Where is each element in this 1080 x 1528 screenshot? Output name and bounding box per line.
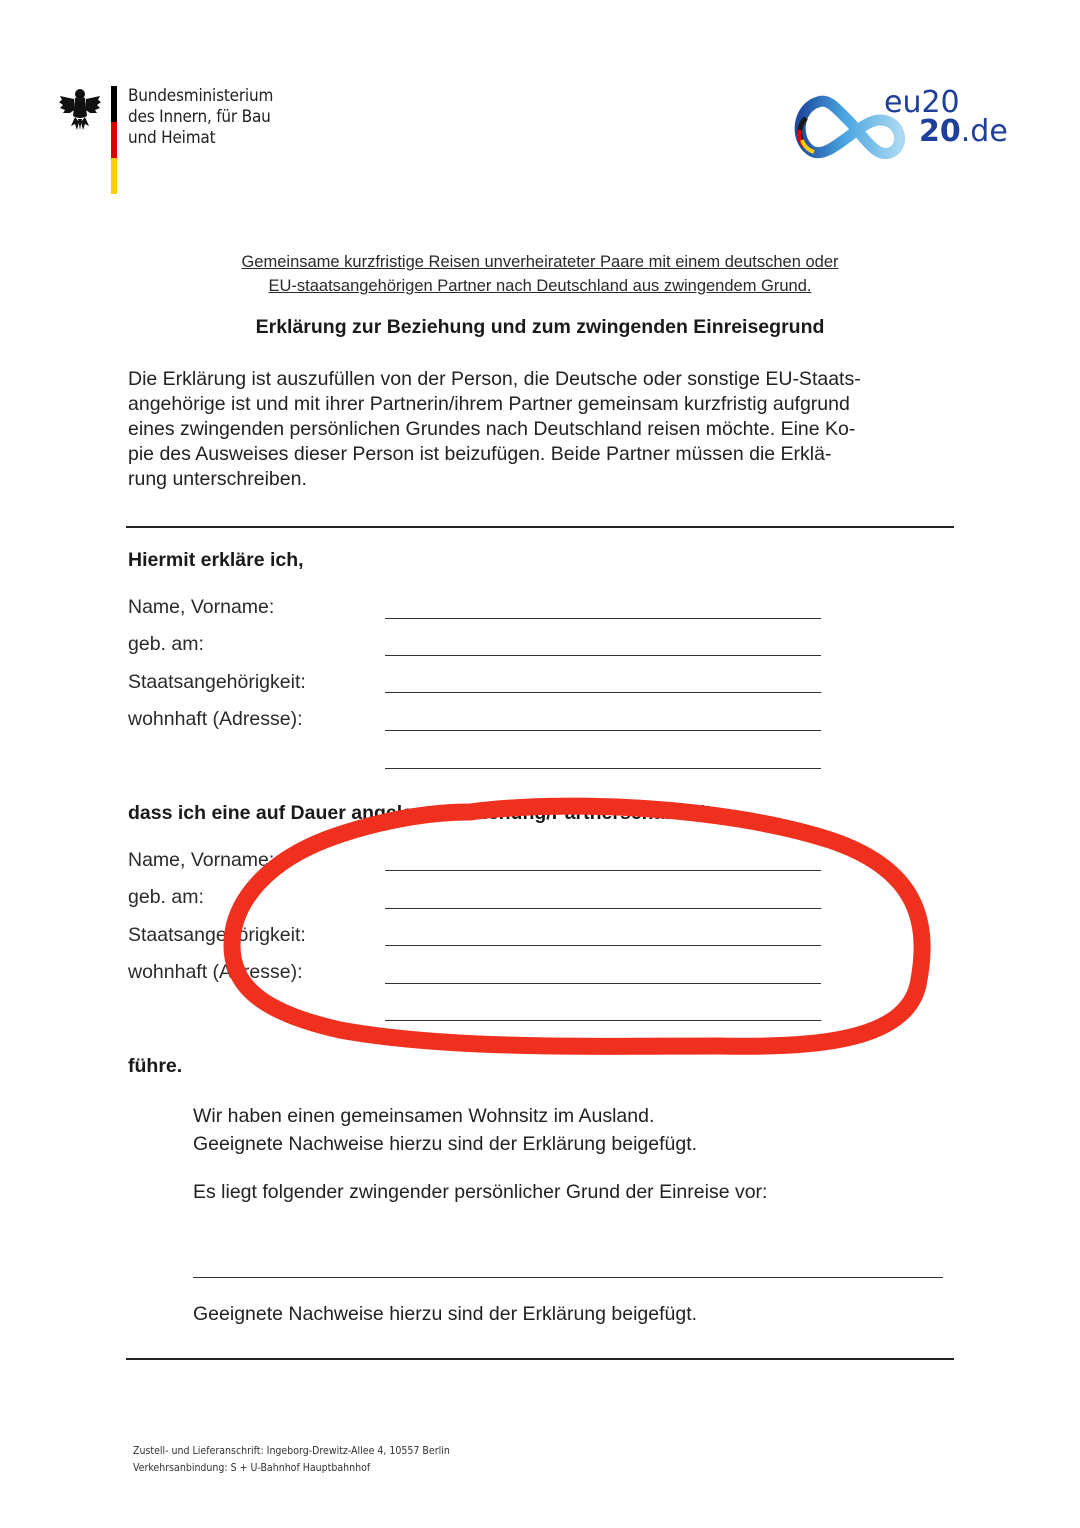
- intro-line: pie des Ausweises dieser Person ist beizufügen. Beide Partner müssen die Erklä-: [128, 443, 832, 465]
- partner-nationality-field[interactable]: [385, 945, 821, 946]
- logo-text-line1: eu20: [884, 85, 960, 120]
- subtitle-line: EU-staatsangehörigen Partner nach Deutschland aus zwingendem Grund.: [268, 277, 812, 295]
- section-divider-bottom: [126, 1358, 954, 1360]
- intro-line: eines zwingenden persönlichen Grundes nach Deutschland reisen möchte. Eine Ko-: [128, 418, 856, 440]
- flag-stripe-gold: [111, 158, 117, 194]
- german-flag-bar: [111, 86, 117, 194]
- intro-line: rung unterschreiben.: [128, 468, 307, 490]
- flag-stripe-black: [111, 86, 117, 122]
- ministry-line: und Heimat: [128, 128, 216, 148]
- declarant-birthdate-field[interactable]: [385, 655, 821, 656]
- residence-proof-statement: Geeignete Nachweise hierzu sind der Erklärung beigefügt.: [193, 1133, 698, 1155]
- form-subtitle: [150, 250, 930, 298]
- document-title: Erklärung zur Beziehung und zum zwingenden Einreisegrund: [255, 316, 825, 338]
- footer-address: [133, 1443, 450, 1477]
- ministry-line: Bundesministerium: [128, 86, 274, 106]
- reason-field[interactable]: [193, 1277, 943, 1278]
- declarant-nationality-label: Staatsangehörigkeit:: [128, 671, 306, 693]
- partner-address-label: wohnhaft (Adresse):: [128, 961, 303, 983]
- partner-address-field-2[interactable]: [385, 1020, 821, 1021]
- ministry-line: des Innern, für Bau: [128, 107, 271, 127]
- partner-name-label: Name, Vorname:: [128, 849, 275, 871]
- intro-line: angehörige ist und mit ihrer Partnerin/ihrem Partner gemeinsam kurzfristig aufgrund: [128, 393, 850, 415]
- partner-address-field[interactable]: [385, 983, 821, 984]
- declarant-heading: Hiermit erkläre ich,: [128, 549, 304, 571]
- footer-line: Verkehrsanbindung: S + U-Bahnhof Hauptbahnhof: [133, 1462, 371, 1474]
- flag-stripe-red: [111, 122, 117, 158]
- declarant-address-label: wohnhaft (Adresse):: [128, 708, 303, 730]
- federal-eagle-icon: [58, 86, 102, 132]
- reason-proof-statement: Geeignete Nachweise hierzu sind der Erklärung beigefügt.: [193, 1303, 698, 1325]
- declarant-nationality-field[interactable]: [385, 692, 821, 693]
- reason-statement: Es liegt folgender zwingender persönlicher Grund der Einreise vor:: [193, 1181, 768, 1203]
- subtitle-line: Gemeinsame kurzfristige Reisen unverheirateter Paare mit einem deutschen oder: [241, 253, 839, 271]
- intro-line: Die Erklärung ist auszufüllen von der Person, die Deutsche oder sonstige EU-Staats-: [128, 368, 861, 390]
- eu2020-logo: [788, 80, 1008, 166]
- partner-heading: dass ich eine auf Dauer angelegte Beziehung/Partnerschaft mit: [128, 802, 713, 824]
- closing-word: führe.: [128, 1055, 183, 1077]
- declarant-name-label: Name, Vorname:: [128, 596, 275, 618]
- declarant-address-field[interactable]: [385, 730, 821, 731]
- ministry-name: [128, 86, 273, 149]
- declarant-birthdate-label: geb. am:: [128, 633, 204, 655]
- logo-text-line2: 20.de: [919, 114, 1008, 149]
- residence-statement: Wir haben einen gemeinsamen Wohnsitz im Ausland.: [193, 1105, 655, 1127]
- partner-nationality-label: Staatsangehörigkeit:: [128, 924, 306, 946]
- declarant-address-field-2[interactable]: [385, 768, 821, 769]
- declarant-name-field[interactable]: [385, 618, 821, 619]
- partner-name-field[interactable]: [385, 870, 821, 871]
- section-divider: [126, 526, 954, 528]
- intro-paragraph: [128, 367, 958, 492]
- partner-birthdate-field[interactable]: [385, 908, 821, 909]
- partner-birthdate-label: geb. am:: [128, 886, 204, 908]
- footer-line: Zustell- und Lieferanschrift: Ingeborg-Drewitz-Allee 4, 10557 Berlin: [133, 1445, 450, 1457]
